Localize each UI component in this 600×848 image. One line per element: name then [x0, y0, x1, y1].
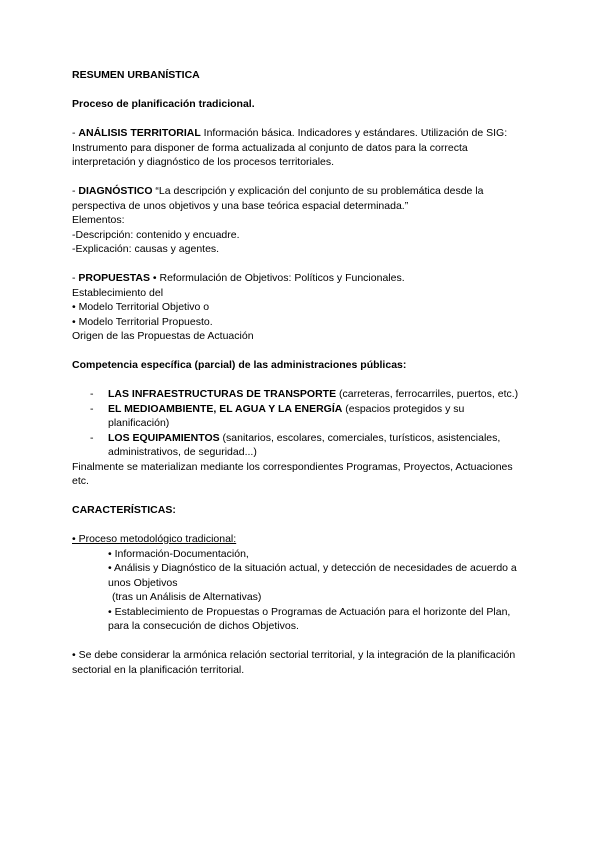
diagnostico-label: DIAGNÓSTICO: [78, 185, 153, 197]
proceso-step: • Análisis y Diagnóstico de la situación actual, y detección de necesidades de acuerdo a unos Objetivos: [108, 562, 517, 589]
propuestas-line: • Modelo Territorial Propuesto.: [72, 315, 213, 328]
competencia-list: [72, 387, 528, 460]
competencia-item-label: EL MEDIOAMBIENTE, EL AGUA Y LA ENERGÍA: [108, 402, 343, 415]
competencia-closing: Finalmente se materializan mediante los correspondientes Programas, Proyectos, Actuaciones etc.: [72, 460, 513, 487]
propuestas-line: Establecimiento del: [72, 286, 164, 299]
propuestas-line: • Modelo Territorial Objetivo o: [72, 301, 210, 313]
analisis-text: Información básica. Indicadores y estándares. Utilización de SIG: Instrumento para disponer de forma actualizada al conjunto de datos para la correcta interpretación y diagnóstico de los procesos territoriales.: [72, 127, 508, 168]
analisis-label: ANÁLISIS TERRITORIAL: [78, 127, 201, 139]
diagnostico-elements-heading: Elementos:: [72, 214, 125, 226]
proceso-step: • Información-Documentación,: [108, 547, 249, 560]
propuestas-label: PROPUESTAS: [78, 272, 150, 284]
propuestas-prefix: -: [72, 272, 79, 284]
competencia-item: - LOS EQUIPAMIENTOS (sanitarios, escolares, comerciales, turísticos, asistenciales, administrativos, de seguridad...): [90, 431, 501, 458]
section-subtitle: Proceso de planificación tradicional.: [72, 98, 255, 110]
diagnostico-paragraph: [72, 184, 528, 213]
propuestas-text: • Reformulación de Objetivos: Políticos y Funcionales.: [150, 272, 405, 284]
proceso-step: (tras un Análisis de Alternativas): [112, 591, 262, 603]
document-page: [72, 68, 528, 677]
competencia-item-label: LAS INFRAESTRUCTURAS DE TRANSPORTE: [108, 388, 337, 400]
analisis-paragraph: [72, 126, 528, 170]
analisis-prefix: -: [72, 127, 79, 139]
competencia-item: - EL MEDIOAMBIENTE, EL AGUA Y LA ENERGÍA (espacios protegidos y su planificación): [90, 402, 465, 429]
proceso-step: • Establecimiento de Propuestas o Programas de Actuación para el horizonte del Plan, para la consecución de dichos Objetivos.: [108, 605, 511, 632]
proceso-label: • Proceso metodológico tradicional:: [72, 533, 237, 545]
diagnostico-text: “La descripción y explicación del conjunto de su problemática desde la perspectiva de unos objetivos y una base teórica espacial determinada.”: [72, 185, 484, 212]
caracteristicas-heading: CARACTERÍSTICAS:: [72, 504, 176, 516]
competencia-item-text: (carreteras, ferrocarriles, puertos, etc.): [336, 388, 519, 400]
document-title: RESUMEN URBANÍSTICA: [72, 69, 200, 81]
propuestas-paragraph: [72, 271, 528, 286]
final-paragraph: • Se debe considerar la armónica relación sectorial territorial, y la integración de la planificación sectorial en la planificación territorial.: [72, 649, 516, 676]
competencia-item: - LAS INFRAESTRUCTURAS DE TRANSPORTE (carreteras, ferrocarriles, puertos, etc.): [90, 388, 519, 400]
diagnostico-prefix: -: [72, 185, 79, 197]
competencia-item-text: (sanitarios, escolares, comerciales, turísticos, asistenciales, administrativos, de seguridad...): [108, 431, 501, 458]
diagnostico-element: -Descripción: contenido y encuadre.: [72, 228, 240, 241]
competencia-item-text: (espacios protegidos y su planificación): [108, 402, 465, 429]
propuestas-line: Origen de las Propuestas de Actuación: [72, 330, 254, 342]
competencia-heading: Competencia específica (parcial) de las administraciones públicas:: [72, 359, 407, 371]
diagnostico-element: -Explicación: causas y agentes.: [72, 243, 220, 255]
competencia-item-label: LOS EQUIPAMIENTOS: [108, 431, 220, 444]
